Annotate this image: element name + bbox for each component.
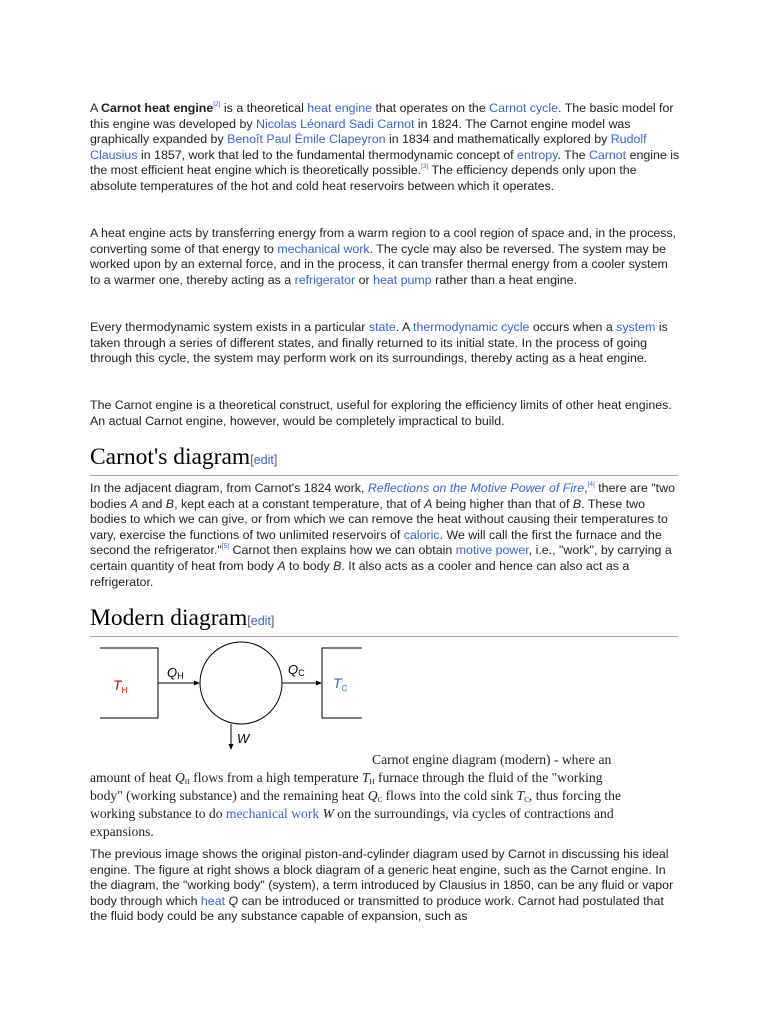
cold-reservoir-box	[322, 648, 362, 718]
edit-link[interactable]: edit	[253, 453, 274, 467]
edit-link[interactable]: edit	[250, 614, 271, 628]
link-thermodynamic-cycle[interactable]: thermodynamic cycle	[413, 320, 530, 334]
qc-label: QC	[288, 662, 305, 678]
work-arrowhead	[229, 744, 234, 750]
link-mechanical-work[interactable]: mechanical work	[277, 241, 370, 256]
intro-paragraph-3: Every thermodynamic system exists in a particular state. A thermodynamic cycle occurs when a system is taken through a series of different states, and finally returned to its initial state. In the process of going through this cycle, the system may perform work on its surroundings, thereby acting as a heat engine.	[90, 320, 668, 366]
heat-out-arrowhead	[316, 681, 322, 686]
link-heat[interactable]: heat	[200, 893, 226, 908]
hot-reservoir-box	[100, 648, 158, 718]
engine-circle	[200, 642, 282, 724]
link-carnot-cycle[interactable]: Carnot cycle	[489, 101, 559, 115]
section-heading-carnots-diagram: Carnot's diagram[edit]	[90, 444, 678, 476]
carnots-diagram-paragraph: In the adjacent diagram, from Carnot's 1824 work, Reflections on the Motive Power of Fire,[4] there are "two bodies A and B, kept each at a constant temperature, that of A being higher than that of B. These two bodies to which we can give, or from which we can remove the heat without causing their temperatures to vary, exercise the functions of two unlimited reservoirs of caloric. We will call the first the furnace and the second the refrigerator."[5] Carnot then explains how we can obtain motive power, i.e., "work", by carrying a certain quantity of heat from body A to body B. It also acts as a cooler and hence can also act as a refrigerator.	[90, 481, 675, 589]
intro-paragraph-1: A Carnot heat engine[2] is a theoretical heat engine that operates on the Carnot cycle. The basic model for this engine was developed by Nicolas Léonard Sadi Carnot in 1824. The Carnot engine model was graphically expanded by Benoît Paul Émile Clapeyron in 1834 and mathematically explored by Rudolf Clausius in 1857, work that led to the fundamental thermodynamic concept of entropy. The Carnot engine is the most efficient heat engine which is theoretically possible.[3] The efficiency depends only upon the absolute temperatures of the hot and cold heat reservoirs between which it operates.	[90, 101, 680, 193]
link-motive-power[interactable]: motive power	[455, 543, 529, 558]
th-label: $T_H$	[113, 677, 128, 695]
diagram-caption-line-2: amount of heat $Q_H$ flows from a high temperature $T_H$ furnace through the fluid of the "working	[90, 770, 603, 786]
article-subject: Carnot heat engine	[101, 101, 214, 115]
diagram-caption-line-4: working substance to do mechanical work W on the surroundings, via cycles of contractions and	[90, 806, 614, 821]
modern-diagram-paragraph: The previous image shows the original piston-and-cylinder diagram used by Carnot in discussing his ideal engine. The figure at right shows a block diagram of a generic heat engine, such as the Carnot engine. In the diagram, the "working body" (system), a term introduced by Clausius in 1850, can be any fluid or vapor body through which heat Q can be introduced or transmitted to produce work. Carnot had postulated that the fluid body could be any substance capable of expansion, such as	[90, 847, 674, 924]
intro-paragraph-4: The Carnot engine is a theoretical construct, useful for exploring the efficiency limits of other heat engines. An actual Carnot engine, however, would be completely impractical to build.	[90, 398, 672, 428]
link-clapeyron[interactable]: Benoît Paul Émile Clapeyron	[227, 132, 386, 147]
intro-paragraph-2: A heat engine acts by transferring energy from a warm region to a cool region of space and, in the process, converting some of that energy to mechanical work. The cycle may also be reversed. The system may be worked upon by an external force, and in the process, it can transfer thermal energy from a cooler system to a warmer one, thereby acting as a refrigerator or heat pump rather than a heat engine.	[90, 226, 677, 287]
link-entropy[interactable]: entropy	[517, 147, 558, 162]
link-state[interactable]: state	[368, 320, 396, 334]
citation-ref[interactable]: [3]	[421, 163, 429, 171]
link-caloric[interactable]: caloric	[403, 527, 440, 542]
link-heat-engine[interactable]: heat engine	[307, 101, 373, 115]
qh-label: QH	[167, 665, 184, 681]
link-refrigerator[interactable]: refrigerator	[294, 272, 356, 287]
diagram-caption-line-3: body" (working substance) and the remaining heat $Q_C$ flows into the cold sink $T_C$, thus forcing the	[90, 788, 622, 804]
link-reflections-motive-power[interactable]: Reflections on the Motive Power of Fire	[367, 481, 585, 495]
diagram-caption-line-5: expansions.	[90, 824, 154, 839]
citation-ref[interactable]: [5]	[221, 543, 230, 551]
citation-ref[interactable]: [2]	[213, 101, 221, 108]
heat-in-arrowhead	[194, 681, 200, 686]
citation-ref[interactable]: [4]	[587, 481, 595, 488]
section-heading-modern-diagram: Modern diagram[edit]	[90, 605, 678, 637]
w-label: W	[237, 731, 250, 746]
link-heat-pump[interactable]: heat pump	[373, 272, 432, 287]
link-carnot[interactable]: Carnot	[588, 147, 627, 162]
link-system[interactable]: system	[616, 320, 656, 334]
heat-engine-block-diagram	[100, 640, 366, 752]
link-clausius[interactable]: Rudolf Clausius	[90, 132, 647, 162]
link-sadi-carnot[interactable]: Nicolas Léonard Sadi Carnot	[256, 116, 415, 131]
tc-label: $T_C$	[333, 675, 348, 693]
diagram-caption-line-1: Carnot engine diagram (modern) - where an	[372, 752, 612, 767]
link-mechanical-work-caption[interactable]: mechanical work	[225, 806, 320, 821]
